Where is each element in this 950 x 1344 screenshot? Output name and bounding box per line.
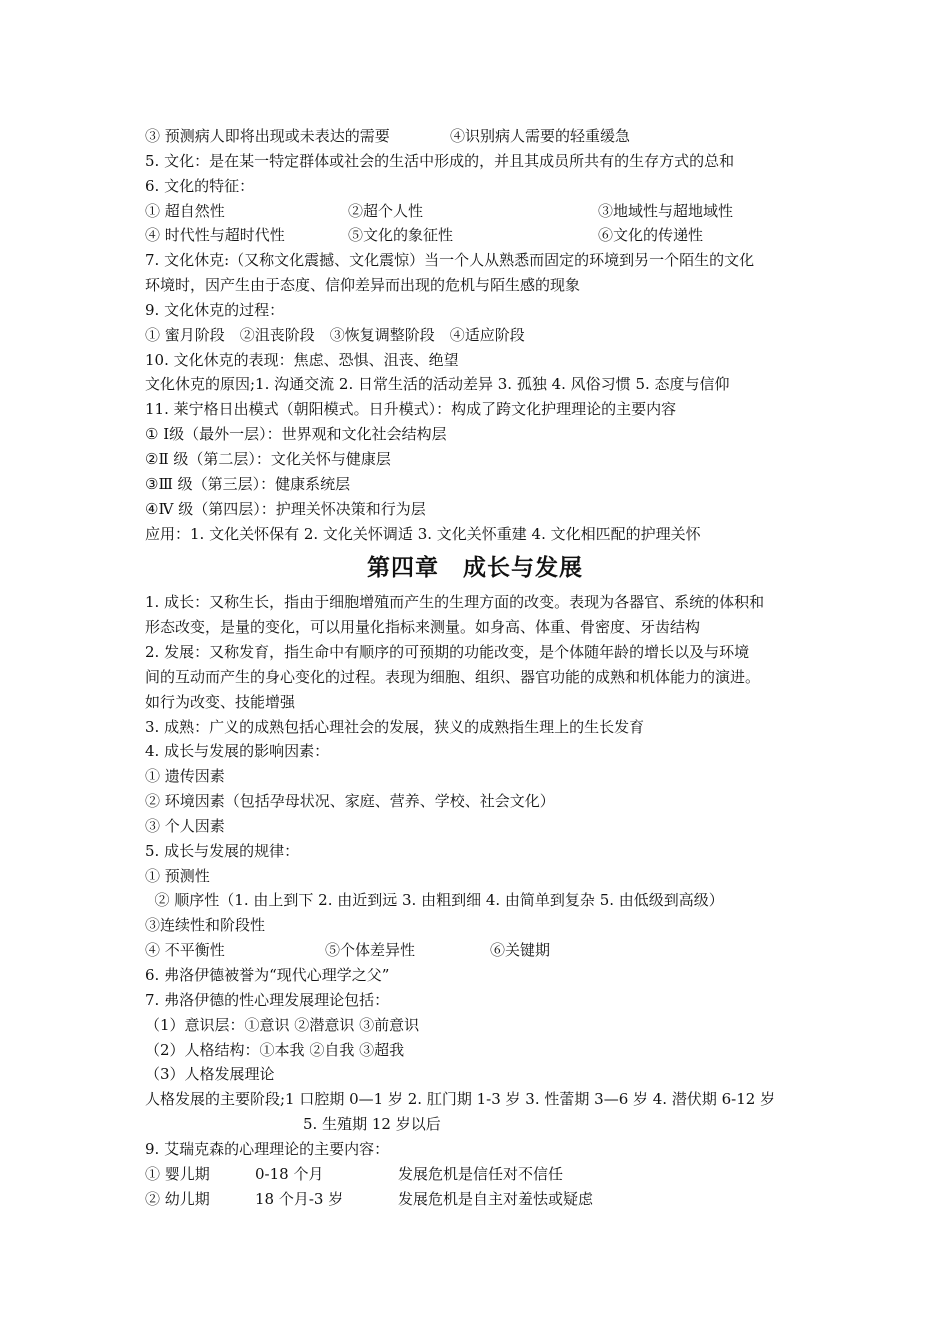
- text-line: 形态改变，是量的变化，可以用量化指标来测量。如身高、体重、骨密度、牙齿结构: [145, 618, 701, 637]
- text-col: ③ 预测病人即将出现或未表达的需要: [145, 127, 390, 145]
- text-line: 文化休克的原因;1. 沟通交流 2. 日常生活的活动差异 3. 孤独 4. 风俗习惯 5. 态度与信仰: [145, 375, 730, 394]
- text-line: [145, 199, 950, 224]
- text-line: 2. 发展：又称发育，指生命中有顺序的可预期的功能改变，是个体随年龄的增长以及与环境: [145, 643, 750, 662]
- text-line: [145, 938, 950, 963]
- text-line: 5. 成长与发展的规律：: [145, 841, 300, 860]
- text-col: ④ 不平衡性: [145, 941, 225, 960]
- text-line: ③连续性和阶段性: [145, 916, 266, 935]
- text-line: ③ 个人因素: [145, 816, 225, 835]
- text-line: 环境时，因产生由于态度、信仰差异而出现的危机与陌生感的现象: [145, 276, 581, 295]
- text-line: ②Ⅱ 级（第二层）：文化关怀与健康层: [145, 449, 391, 468]
- text-line: 如行为改变、技能增强: [145, 692, 296, 711]
- text-col: ②超个人性: [348, 201, 424, 220]
- text-line: 9. 文化休克的过程：: [145, 300, 285, 319]
- text-line: 人格发展的主要阶段;1 口腔期 0—1 岁 2. 肛门期 1-3 岁 3. 性蕾期 3—6 岁 4. 潜伏期 6-12 岁: [145, 1090, 776, 1109]
- text-line: [145, 1112, 950, 1137]
- text-col: ⑥关键期: [490, 941, 551, 960]
- text-col: ① 超自然性: [145, 201, 225, 220]
- chapter-heading: 第四章 成长与发展: [367, 555, 583, 582]
- text-line: [145, 223, 950, 248]
- text-line: ② 环境因素（包括孕母状况、家庭、营养、学校、社会文化）: [145, 792, 555, 811]
- text-line: ① 预测性: [145, 866, 210, 885]
- text-line: ① 蜜月阶段 ②沮丧阶段 ③恢复调整阶段 ④适应阶段: [145, 325, 525, 344]
- text-col: ⑥文化的传递性: [598, 226, 704, 245]
- text-line: [145, 124, 950, 149]
- text-line: 间的互动而产生的身心变化的过程。表现为细胞、组织、器官功能的成熟和机体能力的演进。: [145, 667, 761, 686]
- text-col: ④识别病人需要的轻重缓急: [450, 127, 631, 145]
- text-line: 7. 文化休克:（又称文化震撼、文化震惊）当一个人从熟悉而固定的环境到另一个陌生的文化: [145, 251, 755, 270]
- text-line: 7. 弗洛伊德的性心理发展理论包括：: [145, 990, 390, 1009]
- text-line: ④Ⅳ 级（第四层）：护理关怀决策和行为层: [145, 499, 426, 518]
- text-col: 发展危机是自主对羞怯或疑虑: [398, 1189, 594, 1208]
- text-col: 5. 生殖期 12 岁以后: [303, 1115, 441, 1134]
- text-line: ① 遗传因素: [145, 767, 225, 786]
- text-line: （3）人格发展理论: [145, 1065, 275, 1084]
- text-col: ④ 时代性与超时代性: [145, 226, 285, 245]
- text-line: 6. 弗洛伊德被誉为“现代心理学之父”: [145, 966, 390, 984]
- text-col: 18 个月-3 岁: [255, 1189, 344, 1208]
- text-line: [145, 1187, 950, 1212]
- text-col: 0-18 个月: [255, 1164, 324, 1183]
- text-col: ① 婴儿期: [145, 1164, 210, 1183]
- text-line: 5. 文化：是在某一特定群体或社会的生活中形成的，并且其成员所共有的生存方式的总和: [145, 151, 735, 170]
- text-line: 10. 文化休克的表现：焦虑、恐惧、沮丧、绝望: [145, 350, 459, 369]
- text-line: 4. 成长与发展的影响因素：: [145, 742, 330, 761]
- text-col: ③地域性与超地域性: [598, 201, 734, 220]
- text-line: 3. 成熟：广义的成熟包括心理社会的发展，狭义的成熟指生理上的生长发育: [145, 717, 645, 736]
- text-col: ② 幼儿期: [145, 1189, 210, 1208]
- text-col: ⑤个体差异性: [325, 941, 416, 960]
- document-page: [0, 124, 950, 1211]
- text-line: （1）意识层：①意识 ②潜意识 ③前意识: [145, 1015, 420, 1034]
- text-line: ③Ⅲ 级（第三层）：健康系统层: [145, 474, 351, 493]
- text-line: ① Ⅰ级（最外一层）：世界观和文化社会结构层: [145, 425, 447, 444]
- text-line: [145, 1162, 950, 1187]
- text-line: ② 顺序性（1. 由上到下 2. 由近到远 3. 由粗到细 4. 由简单到复杂 5. 由低级到高级）: [145, 891, 724, 910]
- text-line: 11. 莱宁格日出模式（朝阳模式。日升模式）：构成了跨文化护理理论的主要内容: [145, 400, 677, 419]
- text-line: 6. 文化的特征：: [145, 176, 255, 195]
- text-line: （2）人格结构：①本我 ②自我 ③超我: [145, 1040, 405, 1059]
- text-col: 发展危机是信任对不信任: [398, 1164, 564, 1183]
- text-line: 9. 艾瑞克森的心理理论的主要内容：: [145, 1139, 390, 1158]
- text-line: 应用：1. 文化关怀保有 2. 文化关怀调适 3. 文化关怀重建 4. 文化相匹配的护理关怀: [145, 524, 701, 543]
- text-col: ⑤文化的象征性: [348, 226, 454, 245]
- text-line: 1. 成长：又称生长，指由于细胞增殖而产生的生理方面的改变。表现为各器官、系统的体积和: [145, 593, 765, 612]
